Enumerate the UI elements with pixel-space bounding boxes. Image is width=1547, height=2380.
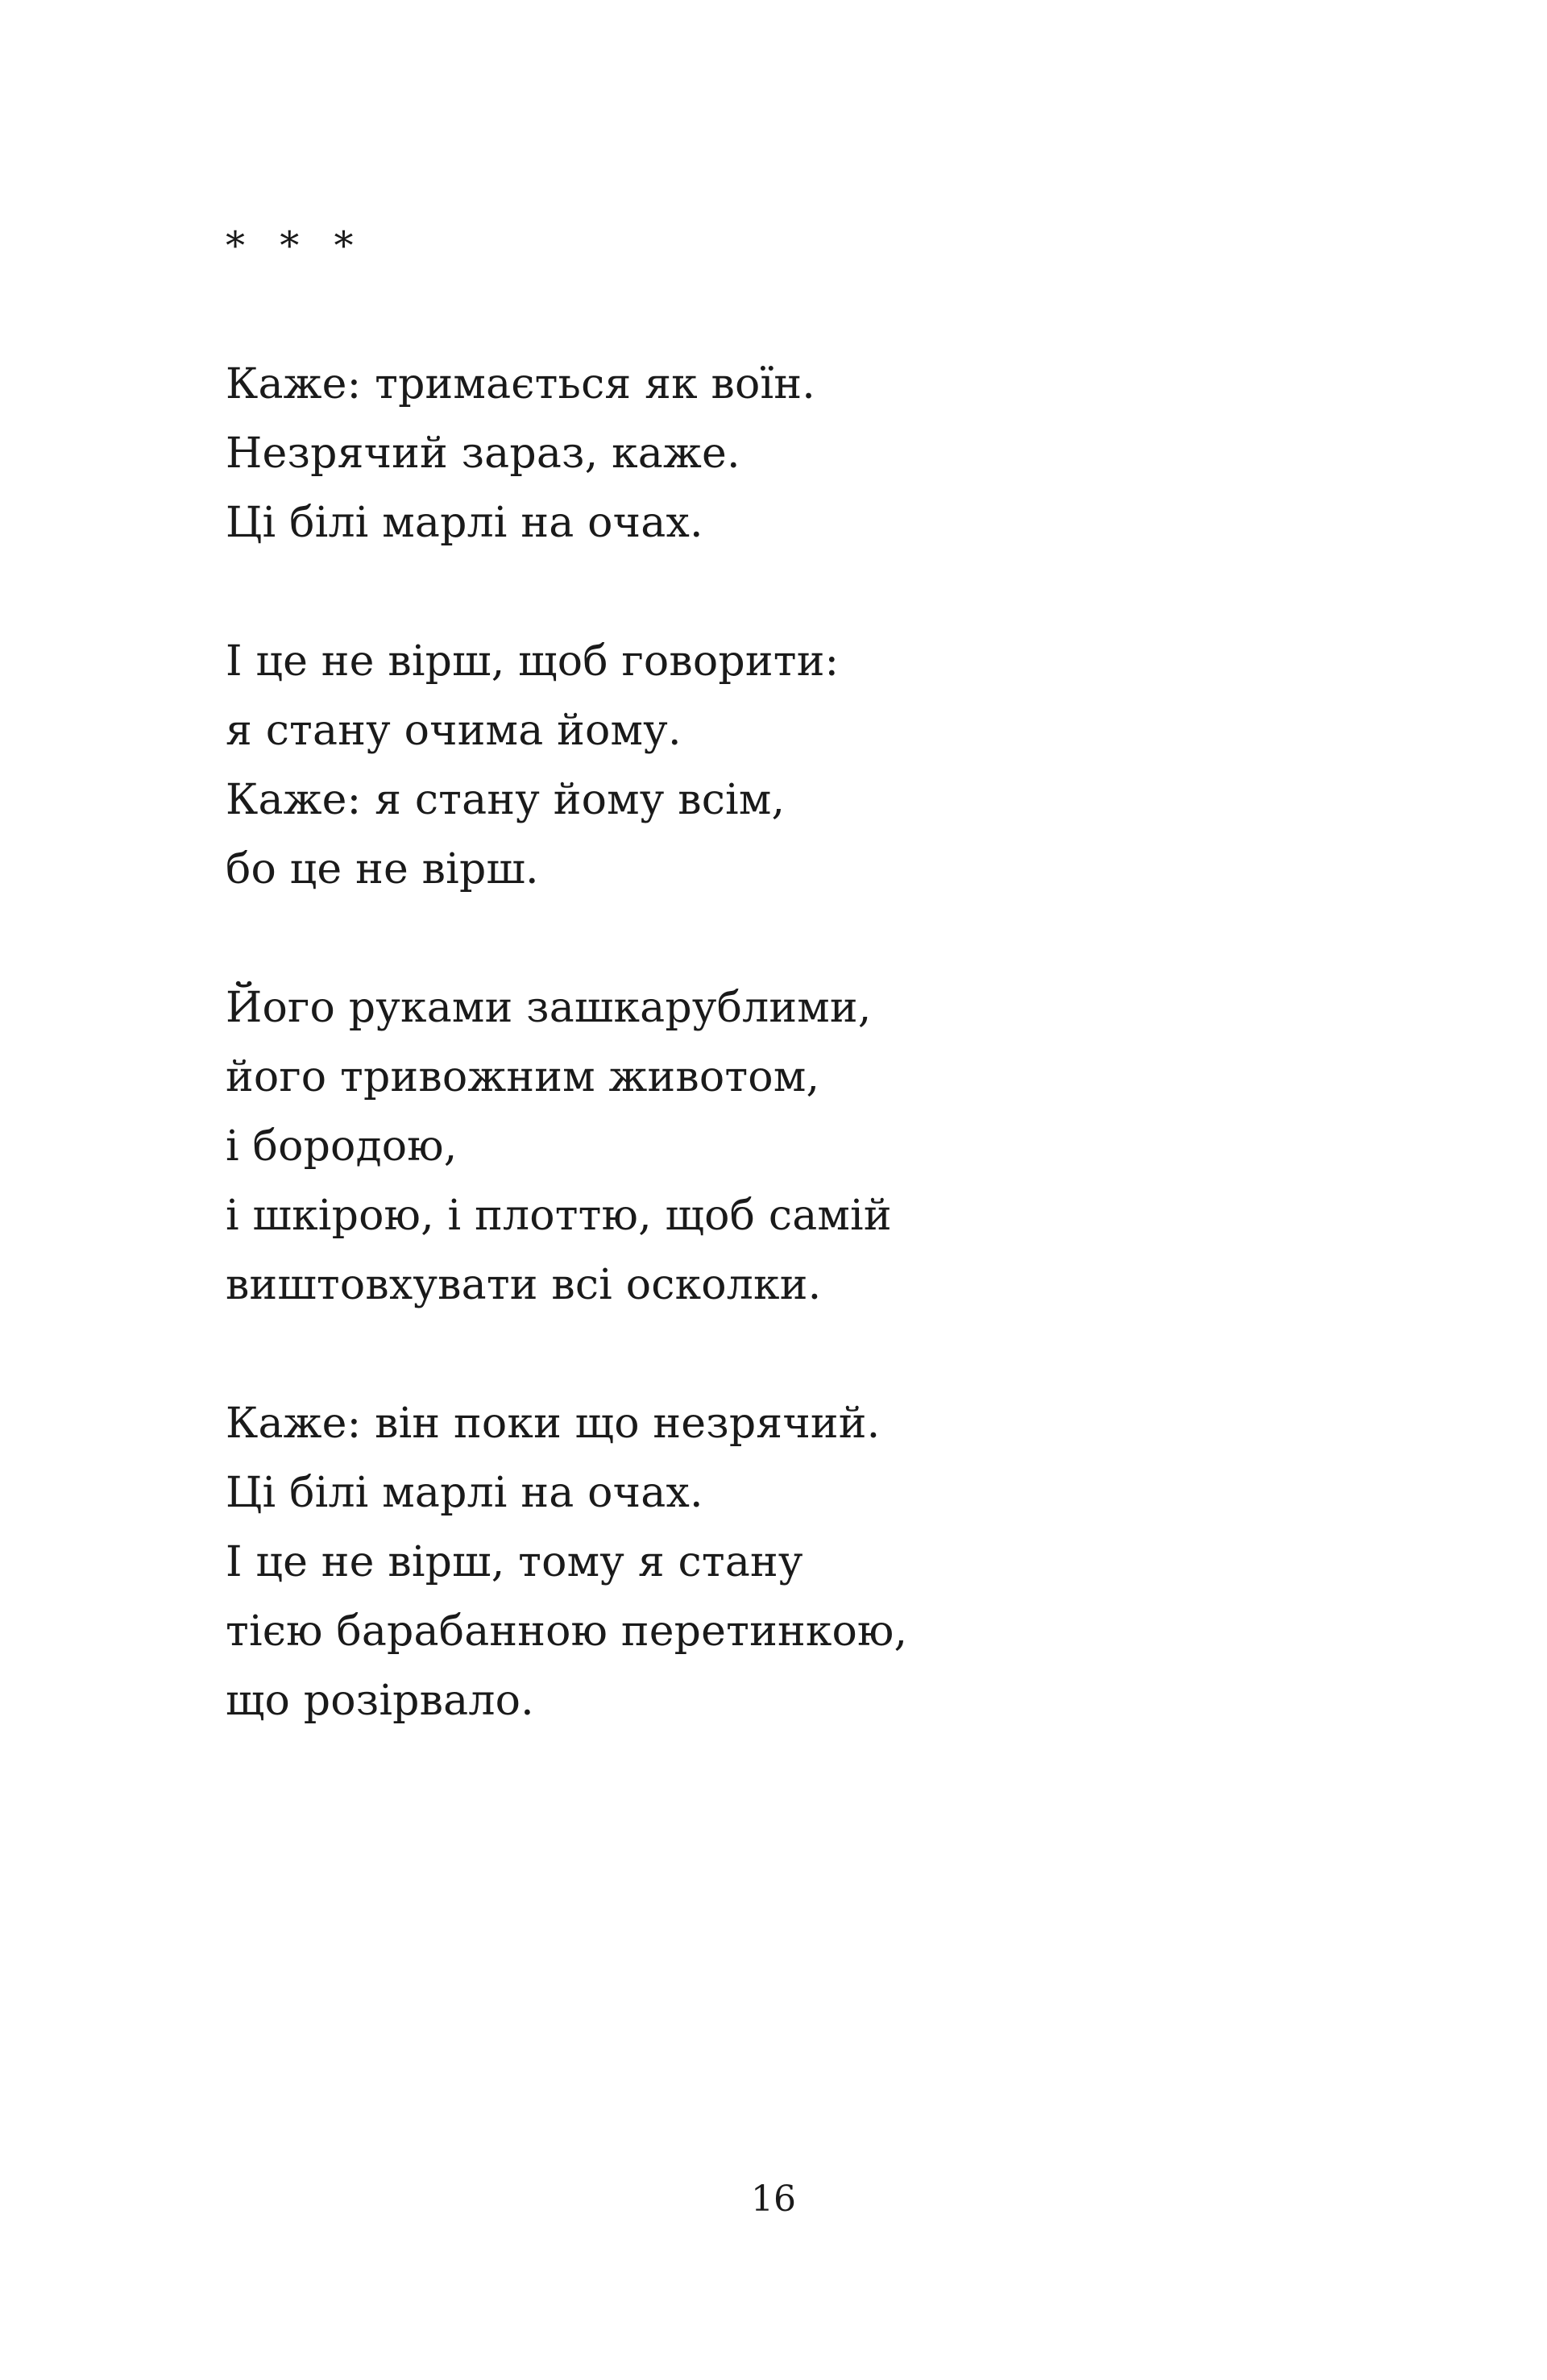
poem-line: його тривожним животом, <box>226 1053 820 1101</box>
poem-line: і бородою, <box>226 1122 458 1171</box>
poem-line: Ці білі марлі на очах. <box>226 1469 703 1517</box>
stanza-2 <box>226 627 1354 904</box>
poem-line: я стану очима йому. <box>226 707 682 755</box>
poem-line: І це не вірш, щоб говорити: <box>226 637 840 686</box>
poem-line: Незрячий зараз, каже. <box>226 429 740 478</box>
poem-line: виштовхувати всі осколки. <box>226 1261 822 1309</box>
stanza-4 <box>226 1389 1354 1735</box>
poem-line: що розірвало. <box>226 1677 534 1725</box>
poem-line: Каже: він поки що незрячий. <box>226 1399 881 1448</box>
poem-line: Ці білі марлі на очах. <box>226 499 703 547</box>
section-separator: * * * <box>226 223 365 268</box>
stanza-3 <box>226 973 1354 1320</box>
stanza-1 <box>226 350 1354 558</box>
poem-line: бо це не вірш. <box>226 845 539 894</box>
poem <box>226 211 1354 1735</box>
page-number: 16 <box>751 2179 796 2220</box>
poem-line: і шкірою, і плоттю, щоб самій <box>226 1192 892 1240</box>
poem-line: Його руками зашкарублими, <box>226 984 872 1032</box>
poem-line: І це не вірш, тому я стану <box>226 1538 803 1586</box>
poem-line: Каже: тримається як воїн. <box>226 360 815 408</box>
poem-line: Каже: я стану йому всім, <box>226 776 786 824</box>
poem-line: тією барабанною перетинкою, <box>226 1607 908 1656</box>
